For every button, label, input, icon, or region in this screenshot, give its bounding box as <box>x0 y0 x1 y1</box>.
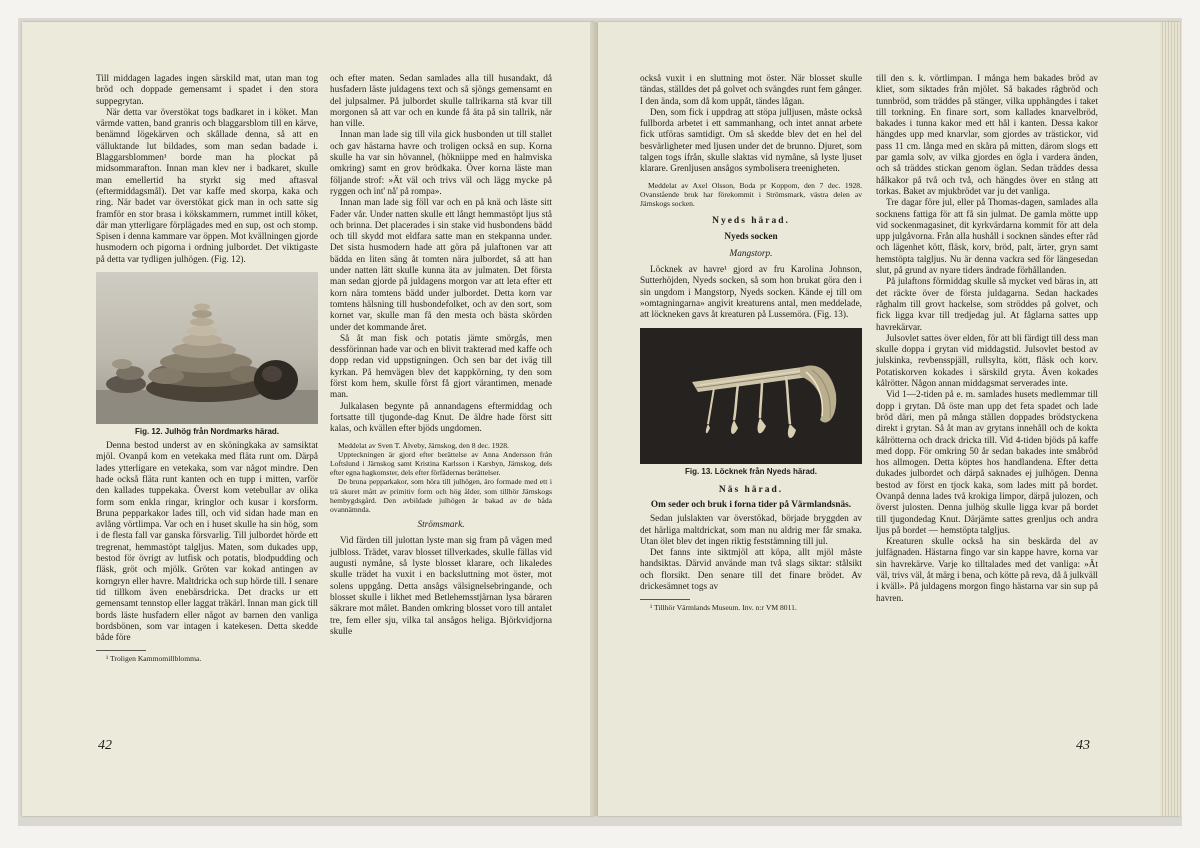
figure-12-caption: Fig. 12. Julhög från Nordmarks härad. <box>134 427 280 437</box>
subsection-heading: Om seder och bruk i forna tider på Värmlandsnäs. <box>650 499 852 510</box>
paragraph: När detta var överstökat togs badkaret in i köket. Man värmde vatten, band granris och blaggarsblom till en kärve, benämnd lögekärven och skållade denna, så att en välluktande lut bildades, som man sedan badade i. Blaggarsblommen¹ borde man ha plockat på midsommarafton. Innan man klev ner i badkaret, skulle man emellertid ha styrkt sig med aftasval (eftermiddagsmål). Det var kaffe med skorpa, kaka och ring. När badet var överstökat gick man in och satte sig framför en stor brasa i kökskammern, rummet intill köket, där man ytterligare förplägades med en sup, ost och stomp. Spisen i denna kammare var öppen. Mot kvällningen gjorde husmodern och pigorna i ordning julbordet. Det viktigaste på detta var tydligen julhögen. (Fig. 12). <box>96 107 318 265</box>
paragraph: Julsovlet sattes över elden, för att bli färdigt till dess man skulle doppa i grytan vid middagstid. Julsovlet bestod av julskinka, revbensspjäll, rullsylta, kött, fläsk och korv. Potatiskorven kokades i särskild gryta. Även kokades kålrötter. Någon annan middagsmat serverades inte. <box>876 333 1098 390</box>
source-note: De bruna pepparkakor, som höra till julhögen, äro formade med ett i trä skuret mått av primitiv form och hög ålder, som tillhör Järnskogs hembygdsgård. Den avbildade julhögen är bakad av de båda ovannämnda. <box>330 477 552 514</box>
footnote-rule <box>640 599 690 600</box>
paragraph: Denna bestod underst av en sköningkaka av samsiktat mjöl. Ovanpå kom en vetekaka med fläta runt om. Därpå lades ytterligare en vetekaka, som var något mindre. Den hade också fläta runt kanten och en tupp i mitten, varför den kallades tuppekaka. Överst kom vetebullar av olika form som enkla ringar, kringlor och kusar i korsform. Bruna pepparkakor lades till, och vid sidan hade man en avlång vörtlimpa. Var och en i huset skulle ha sin hög, som i de flesta fall var ganska försvarlig. Till julbordet hörde ett tregrenat, hemmastöpt talgljus. Maten, som dukades upp, bestod för övrigt av lutfisk och potatis, blodpudding och fläsk, gröt och mjölk. Gröten var kokad antingen av korngryn eller havre. Maltdricka och sup hörde till. I senare tid tillkom även enebärsdricka. Det dracks ur ett gemensamt tennstop eller laggat träkärl. Innan man gick till bords läste husfadern eller något av barnen den vanliga bordsbönen, som var intagen i katekesen. Detta skedde både före <box>96 441 318 644</box>
footnote-rule <box>96 650 146 651</box>
paragraph: Den, som fick i uppdrag att stöpa julljusen, måste också fullborda arbetet i ett sammanhang, och intet annat arbete fick utföras samtidigt. Om så skedde blev det en hel del besvärligheter med ljusen under det de brunno. Djuret, som talgen togs ifrån, skulle slaktas vid nymåne, så lyste ljuset klarare. Grenljusen ansågos symbolisera treenigheten. <box>640 107 862 175</box>
julhog-bread-stack-image <box>96 272 318 424</box>
paragraph: Julkalasen begynte på annandagens eftermiddag och fortsatte till tjugonde-dag Knut. De äldre hade först sitt kalas, och kvällen efter bjöds ungdomen. <box>330 401 552 435</box>
locknek-photo <box>640 328 862 464</box>
right-page-column-2 <box>876 74 1098 605</box>
left-page <box>22 22 595 816</box>
paragraph: Innan man lade sig föll var och en på knä och läste sitt Fader vår. Under natten skulle ett långt hemmastöpt ljus stå och brinna. Det placerades i sin stake vid husbondens bädd och till skydd mot eldfara satte man en stekpanna under. Det sista husmodern hade att göra på julaftonen var att bädda en liten säng åt tomten nära julbordet, så att han under natten lätt skulle kunna äta av julmaten. Det första man sedan gjorde på juldagens morgon var att leta efter ett korn nära tomtens bädd under julbordet. Detta korn var tomtens hälsning till husbondefolket, och av den sort, som kornet var, skulle man få den mesta och bästa skörden under det kommande året. <box>330 198 552 333</box>
page-number: 43 <box>1076 738 1090 753</box>
source-note: Meddelat av Axel Olsson, Boda pr Koppom, den 7 dec. 1928. Ovanstående bruk har förekommit i Strömsmark, västra delen av Järnskogs socken. <box>640 180 862 209</box>
source-note: Meddelat av Sven T. Ålveby, Järnskog, den 8 dec. 1928. <box>338 440 509 450</box>
julhog-photo <box>96 272 318 424</box>
paragraph: Till middagen lagades ingen särskild mat, utan man tog bröd och doppade gemensamt i spadet i den stora suppegrytan. <box>96 74 318 107</box>
paragraph: Sedan julslakten var överstökad, började bryggden av det härliga maltdrickat, som man nu aldrig mer får smaka. Utan ölet blev det ingen riktig feststämning till jul. <box>640 514 862 547</box>
paragraph: Löcknek av havre¹ gjord av fru Karolina Johnson, Sutterhöjden, Nyeds socken, så som hon brukat göra den i sin ungdom i Mangstorp, Nyeds socken. Kände ej till om »omtagningarna» angivit kreaturens antal, men meddelade, att löckneken gavs åt kreaturen på Lussemöra. (Fig. 13). <box>640 265 862 321</box>
right-page-column-1 <box>640 74 862 612</box>
figure-13-caption: Fig. 13. Löcknek från Nyeds härad. <box>684 466 818 476</box>
figure-12 <box>96 272 318 437</box>
page-number: 42 <box>98 738 112 753</box>
right-page <box>598 22 1180 816</box>
paragraph: På julaftons förmiddag skulle så mycket ved bäras in, att det räckte över de första juldagarna. Sedan hackades råghalm till grovt hackelse, som ströddes på golvet, och fick ligga kvar till tredjedag jul. At fåglarna sattes upp havrekärvar. <box>876 277 1098 333</box>
source-note: Uppteckningen är gjord efter berättelse av Anna Andersson från Loftslund i Järnskog samt Kristina Karlsson i Karsbyn, Järnskog, dels efter egna hagkomster, dels efter förfädernas berättelser. <box>330 449 552 478</box>
paragraph: Så åt man fisk och potatis jämte smörgås, men dessförinnan hade var och en blivit trakterad med kaffe och dopp redan vid uppstigningen. Och sen bar det iväg till kyrkan. På hemvägen blev det kappkörning, ty den som först kom hem, skulle först få gjort värantimen, menade man. <box>330 333 552 401</box>
footnote: ¹ Troligen Kammomillblomma. <box>106 654 202 664</box>
paragraph: Vid 1—2-tiden på e. m. samlades husets medlemmar till dopp i grytan. Då öste man upp det feta spadet och lade bröd däri, men på många ställen doppades brödstyckena direkt i grytan. Så åt man av grytans innehåll och de kokta kålrötterna och drack dricka till. Vid 4-tiden bjöds på kaffe med dopp. För omkring 50 år sedan bakades inte småbröd hos allmogen. Detta köptes hos handlandena. Efter detta dukades julbordet och därpå saknades ej julhögen. Denna bestod av först en tjock kaka, som lades mitt på bordet. Ovanpå denna lades två krokiga limpor, därpå julozen, och överst julosten. Denna julhög skulle ligga kvar på bordet till tjugondedag Knut. Därjämte sattes grenljus och andra ljus på bordet — hemstöpta talgljus. <box>876 390 1098 536</box>
left-page-column-2 <box>330 74 552 638</box>
footnote: ¹ Tillhör Värmlands Museum. Inv. n:r VM 8011. <box>650 603 797 613</box>
section-heading: Nyeds härad. <box>712 216 790 227</box>
locknek-sheaf-image <box>640 328 862 464</box>
paragraph: Innan man lade sig till vila gick husbonden ut till stallet och gav hästarna havre och troligen också en sup. Korna skulle ha var sin hövannel, (hökniippe med en halmviska omkring) samt en grov brödkaka. Över korna läste man följande strof: »Ät väl och trivs väl och lägg mycke på ryggen och int' nå' på rompa». <box>330 130 552 197</box>
paragraph: till den s. k. vörtlimpan. I många hem bakades bröd av kliet, som siktades från mjölet. Så bakades rågbröd och tunnbröd, som träddes på stänger, vilka upphängdes i taket till torkning. En finare sort, som kallades knarvelbröd, bakades i tunna kakor med ett hål i kanten. Dessa kakor hängdes upp med knarvlar, som gjordes av trästickor, vid pass 11 cm. långa med en skåra på mitten, därom slogs ett par gamla solv, av vilka gjordes en ögla i vardera änden, och så träddes stickan genom öglan. Sedan träddes dessa hålkakor på två och två, och hängdes över en stång att torkas. Baket av mjukbrödet var ju det vanliga. <box>876 74 1098 197</box>
paragraph: Det fanns inte siktmjöl att köpa, allt mjöl måste handsiktas. Därvid använde man två slags siktar: stålsikt och florsikt. Den senare till det finare brödet. Av drickesämnet togs av <box>640 548 862 593</box>
section-heading: Näs härad. <box>718 484 784 495</box>
figure-13 <box>640 328 862 477</box>
paragraph: och efter maten. Sedan samlades alla till husandakt, då husfadern läste juldagens text och så sjöngs gemensamt en del julpsalmer. På julbordet skulle tallrikarna stå kvar till morgonen så att var och en kunde få äta på sin tallrik, när han ville. <box>330 74 552 130</box>
subsection-heading: Nyeds socken <box>724 231 778 242</box>
paragraph: Kreaturen skulle också ha sin beskärda del av julfägnaden. Hästarna fingo var sin kappe havre, korna var sin havrekärve. Varje ko tilltalades med det vanliga: »Ät väl, trivs väl, åt märg i bena, och kötte på reva, då å julkväll i kväll». På juldagens morgon fingo hästarna var sin sup på havren. <box>876 537 1098 604</box>
left-page-column-1 <box>96 74 318 663</box>
paragraph: Vid färden till julottan lyste man sig fram på vägen med julbloss. Trädet, varav blosset tillverkades, skulle fällas vid augusti nymåne, så lyste blosset klarare, och likaledes skulle trädet ha vuxit i en backsluttning mot öster, mot solens uppgång. Detta ansågs välsignelsebringande, och blosset skulle i likhet med Betlehemsstjärnan lysa bäraren säkrare mot målet. Banden omkring blosset voro till antalet tre, fem eller sju, vilka tal ansågos heliga. Björkvidjorna skulle <box>330 536 552 637</box>
paragraph: Tre dagar före jul, eller på Thomas-dagen, samlades alla socknens fattiga för att få sin julmat. De gamla mötte upp vid sockenmagasinet, dit kyrkvärdarna kommit för att dela upp julgåvorna. Från alla hushåll i socknen sändes efter råd och lägenhet kött, fläsk, korv, bröd, palt, ärter, gryn samt hemstöpta talgljus. Nu är denna vackra sed för längesedan slut, på grund av nyare tiders ändrade förhållanden. <box>876 198 1098 277</box>
place-heading: Mangstorp. <box>729 248 773 259</box>
section-heading: Strömsmark. <box>417 520 465 531</box>
page-stack-edge <box>1160 22 1182 816</box>
paragraph: också vuxit i en sluttning mot öster. När blosset skulle tändas, ställdes det på golvet och svängdes runt fem gånger. I den ända, som då kom uppåt, tändes lågan. <box>640 74 862 107</box>
